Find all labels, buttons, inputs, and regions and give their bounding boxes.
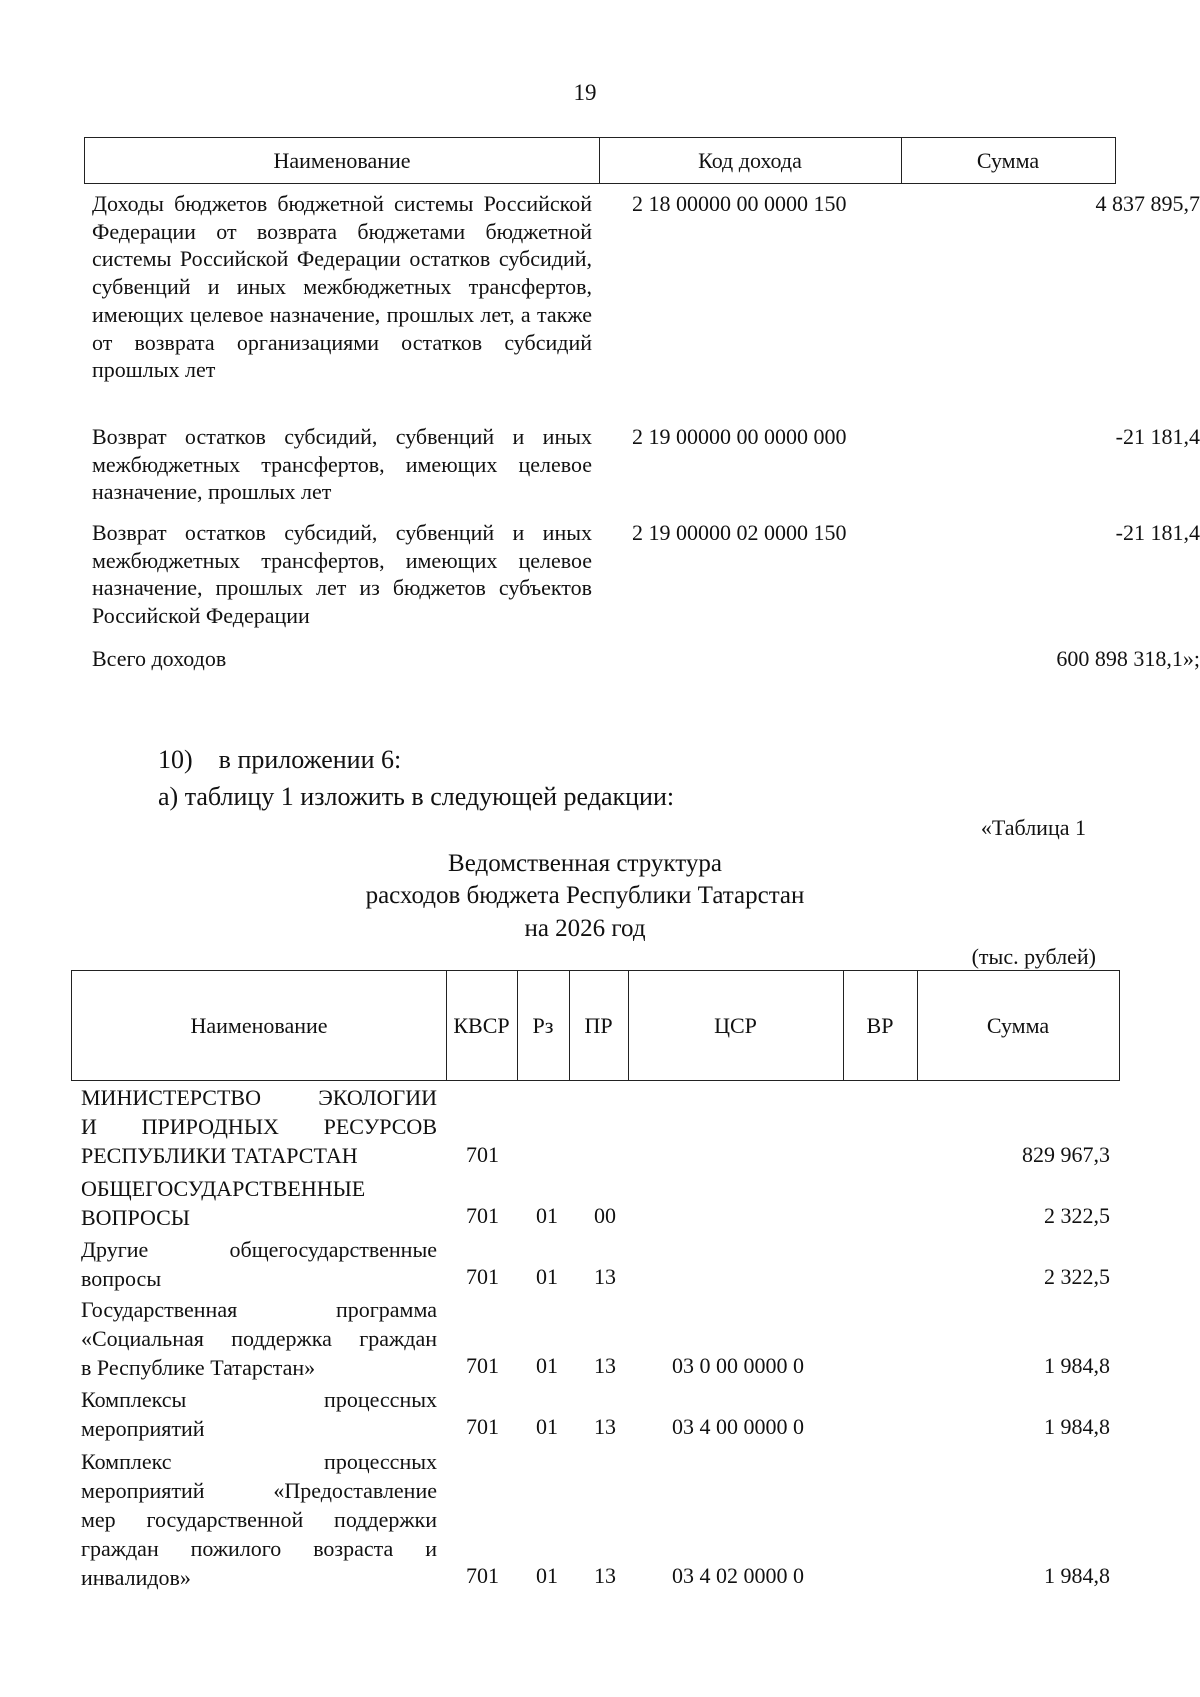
income-row-sum: -21 181,4 bbox=[1115, 520, 1200, 545]
page-number: 19 bbox=[573, 80, 597, 105]
row-kvsr: 701 bbox=[466, 1203, 499, 1228]
row-sum: 2 322,5 bbox=[1044, 1264, 1110, 1289]
structure-table-header bbox=[71, 970, 1120, 1081]
row-name: Комплекс процессных мероприятий «Предоставление мер государственной поддержки граждан пожилого возраста и инвалидов» bbox=[81, 1449, 437, 1590]
income-row-code: 2 19 00000 00 0000 000 bbox=[632, 424, 847, 449]
income-row-name: Возврат остатков субсидий, субвенций и иных межбюджетных трансфертов, имеющих целевое назначение, прошлых лет bbox=[92, 424, 592, 505]
header-rz: Рз bbox=[532, 1012, 554, 1038]
title-line-1: Ведомственная структура bbox=[448, 850, 722, 877]
row-pr: 13 bbox=[594, 1414, 616, 1439]
income-total-sum: 600 898 318,1»; bbox=[1056, 646, 1200, 671]
row-csr: 03 4 00 0000 0 bbox=[672, 1414, 804, 1439]
row-csr: 03 4 02 0000 0 bbox=[672, 1563, 804, 1588]
row-pr: 13 bbox=[594, 1353, 616, 1378]
income-table-header bbox=[84, 137, 1116, 184]
income-row-sum: -21 181,4 bbox=[1115, 424, 1200, 449]
title-line-3: на 2026 год bbox=[524, 915, 646, 942]
row-kvsr: 701 bbox=[466, 1563, 499, 1588]
item-10-number: 10) bbox=[158, 745, 193, 774]
header-sum: Сумма bbox=[986, 1012, 1050, 1038]
header-kvsr: КВСР bbox=[453, 1012, 510, 1038]
row-csr: 03 0 00 0000 0 bbox=[672, 1353, 804, 1378]
item-10-text: в приложении 6: bbox=[218, 745, 402, 774]
income-row-code: 2 18 00000 00 0000 150 bbox=[632, 191, 847, 216]
row-rz: 01 bbox=[536, 1264, 558, 1289]
row-pr: 00 bbox=[594, 1203, 616, 1228]
row-name: Государственная программа «Социальная поддержка граждан в Республике Татарстан» bbox=[81, 1297, 437, 1380]
row-sum: 1 984,8 bbox=[1044, 1414, 1110, 1439]
income-row-code: 2 19 00000 02 0000 150 bbox=[632, 520, 847, 545]
row-kvsr: 701 bbox=[466, 1353, 499, 1378]
row-pr: 13 bbox=[594, 1563, 616, 1588]
row-rz: 01 bbox=[536, 1353, 558, 1378]
income-header-name: Наименование bbox=[85, 138, 600, 183]
header-csr: ЦСР bbox=[714, 1012, 757, 1038]
row-pr: 13 bbox=[594, 1264, 616, 1289]
row-name: Комплексы процессных мероприятий bbox=[81, 1387, 437, 1441]
income-total-label: Всего доходов bbox=[92, 646, 227, 671]
row-sum: 1 984,8 bbox=[1044, 1353, 1110, 1378]
row-rz: 01 bbox=[536, 1414, 558, 1439]
header-vr: ВР bbox=[866, 1012, 894, 1038]
income-row-name: Доходы бюджетов бюджетной системы Российской Федерации от возврата бюджетами бюджетной системы Российской Федерации остатков субсидий, субвенций и иных межбюджетных трансфертов, имеющих целевое назначение, прошлых лет, а также от возврата организациями остатков субсидий прошлых лет bbox=[92, 191, 592, 383]
income-row-name: Возврат остатков субсидий, субвенций и иных межбюджетных трансфертов, имеющих целевое назначение, прошлых лет из бюджетов субъектов Российской Федерации bbox=[92, 520, 592, 629]
row-name: ОБЩЕГОСУДАРСТВЕННЫЕ ВОПРОСЫ bbox=[81, 1176, 366, 1230]
row-name: МИНИСТЕРСТВО ЭКОЛОГИИ И ПРИРОДНЫХ РЕСУРСОВ РЕСПУБЛИКИ ТАТАРСТАН bbox=[81, 1085, 437, 1168]
header-pr: ПР bbox=[584, 1012, 613, 1038]
row-sum: 2 322,5 bbox=[1044, 1203, 1110, 1228]
income-row-sum: 4 837 895,7 bbox=[1095, 191, 1200, 216]
item-10 bbox=[158, 745, 401, 775]
item-10-subitem: а) таблицу 1 изложить в следующей редакции: bbox=[158, 782, 675, 811]
title-line-2: расходов бюджета Республики Татарстан bbox=[365, 882, 805, 909]
row-name: Другие общегосударственные вопросы bbox=[81, 1237, 437, 1291]
row-kvsr: 701 bbox=[466, 1414, 499, 1439]
row-kvsr: 701 bbox=[466, 1142, 499, 1167]
row-rz: 01 bbox=[536, 1563, 558, 1588]
income-header-sum: Сумма bbox=[976, 147, 1040, 173]
units-label: (тыс. рублей) bbox=[971, 944, 1096, 969]
header-name: Наименование bbox=[190, 1012, 328, 1038]
table-label: «Таблица 1 bbox=[980, 815, 1086, 840]
income-header-code: Код дохода bbox=[599, 138, 902, 183]
row-rz: 01 bbox=[536, 1203, 558, 1228]
row-sum: 829 967,3 bbox=[1022, 1142, 1110, 1167]
row-sum: 1 984,8 bbox=[1044, 1563, 1110, 1588]
row-kvsr: 701 bbox=[466, 1264, 499, 1289]
